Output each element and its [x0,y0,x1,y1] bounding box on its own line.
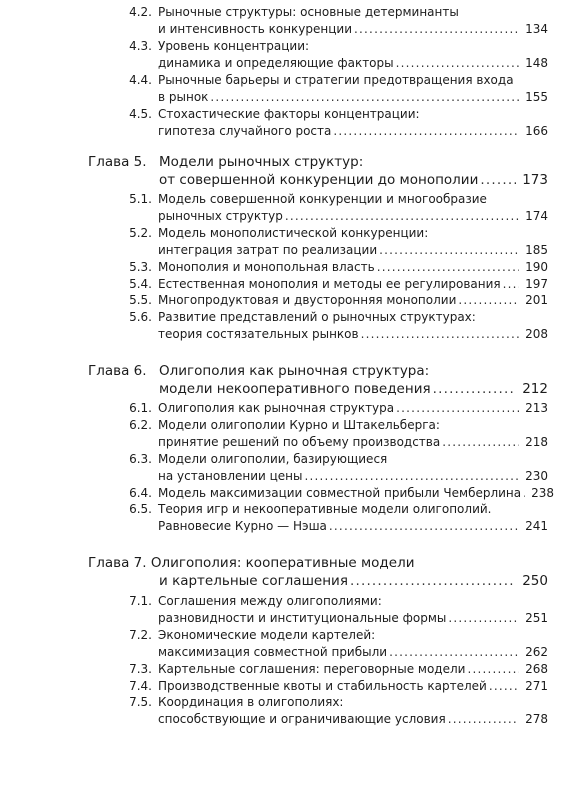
section-entry-line [158,401,548,415]
dot-leader [327,519,519,533]
chapter-entry-line [159,573,548,589]
dot-leader [465,662,519,676]
section-number: 4.5. [129,107,152,121]
section-title: Модель монополистической конкуренции: [158,226,429,240]
section-title-cont: на установлении цены [158,468,303,483]
section-entry-line [158,56,548,70]
dot-leader [394,401,519,415]
section-number: 4.3. [129,39,152,53]
section-title-cont: разновидности и институциональные формы [158,611,447,625]
section-title: Координация в олигополиях: [158,695,344,709]
chapter-entry-line [159,172,548,188]
page-number: 218 [525,434,548,449]
page-number: 230 [525,468,548,483]
page-number: 251 [525,611,548,625]
page-number: 134 [525,22,548,36]
section-title: Теория игр и некооперативные модели олигополий. [158,502,492,516]
chapter-title-cont: модели некооперативного поведения [159,381,431,397]
section-number: 5.1. [129,192,152,206]
section-number: 7.5. [129,695,152,709]
dot-leader [352,22,519,36]
section-title-line [158,310,548,324]
section-title: Экономические модели картелей: [158,628,376,642]
section-number: 7.1. [129,594,152,608]
section-entry-line [158,679,548,693]
section-entry-line [158,327,548,341]
section-title: Модели олигополии Курно и Штакельберга: [158,417,440,432]
section-title-line [158,594,548,608]
section-number: 6.4. [129,485,152,500]
section-title-line [158,695,548,709]
dot-leader [456,293,519,307]
dot-leader [394,56,519,70]
section-number: 6.3. [129,451,152,466]
section-title-line [158,5,548,19]
chapter-title-cont: и картельные соглашения [159,573,348,589]
dot-leader [487,679,519,693]
dot-leader [478,172,516,188]
page-number: 148 [525,56,548,70]
section-title: Модель совершенной конкуренции и многообразие [158,192,487,206]
section-entry-line [158,277,548,291]
page-number: 174 [525,209,548,223]
section-number: 5.4. [129,276,152,291]
section-title-cont: интеграция затрат по реализации [158,243,378,257]
section-entry-line [158,519,548,533]
section-entry-line [158,469,548,483]
section-title-cont: и интенсивность конкуренции [158,22,353,36]
section-entry-line [158,645,548,659]
section-title: Рыночные структуры: основные детерминанты [158,5,459,19]
section-title: Уровень концентрации: [158,39,310,53]
page-number: 268 [525,662,548,676]
section-number: 7.4. [129,678,152,693]
section-number: 5.3. [129,260,152,274]
page-number: 190 [525,260,548,274]
section-title-line [158,73,548,87]
section-number: 4.2. [129,5,152,19]
section-title-cont: гипотеза случайного роста [158,124,332,138]
dot-leader [387,645,519,659]
section-title-cont: динамика и определяющие факторы [158,56,394,70]
section-entry-line [158,243,548,257]
section-entry-line [158,435,548,449]
dot-leader [359,327,519,341]
page-number: 201 [525,293,548,307]
section-entry-line [158,260,548,274]
section-title: Модели олигополии, базирующиеся [158,451,388,466]
chapter-title-cont: от совершенной конкуренции до монополии [159,172,479,188]
section-title: Многопродуктовая и двусторонняя монополии [158,293,457,307]
chapter-entry-line [159,381,548,397]
dot-leader [446,611,519,625]
section-title-line [158,418,548,432]
page-number: 197 [525,276,548,291]
chapter-title-line [159,363,548,379]
page-number: 208 [525,326,548,341]
section-title: Олигополия как рыночная структура [158,401,395,415]
dot-leader [208,90,519,104]
section-title-line [158,452,548,466]
section-title-line [158,107,548,121]
page-number: 155 [525,90,548,104]
section-number: 5.5. [129,293,152,307]
dot-leader [303,469,520,483]
dot-leader [331,124,519,138]
section-number: 6.5. [129,502,152,516]
chapter-label: Глава 5. [88,154,147,170]
section-number: 6.2. [129,417,152,432]
section-title-cont: рыночных структур [158,209,283,223]
section-title-line [158,628,548,642]
section-title-cont: принятие решений по объему производства [158,434,441,449]
dot-leader [431,381,517,397]
page-number: 213 [525,401,548,415]
section-title: Картельные соглашения: переговорные модели [158,662,466,676]
section-title-line [158,192,548,206]
page-number: 185 [525,243,548,257]
dot-leader [348,573,516,589]
dot-leader [446,712,519,726]
section-entry-line [158,662,548,676]
section-entry-line [158,22,548,36]
section-title-line [158,226,548,240]
chapter-page-number: 250 [522,573,548,589]
page-number: 271 [525,678,548,693]
page-number: 166 [525,124,548,138]
section-title: Естественная монополия и методы ее регулирования [158,276,501,291]
page-number: 278 [525,712,548,726]
section-entry-line [158,90,548,104]
chapter-label: Глава 6. [88,363,147,379]
page-number: 238 [531,485,555,500]
section-title-line [158,39,548,53]
section-number: 5.2. [129,226,152,240]
section-title: Стохастические факторы концентрации: [158,107,420,121]
page-number: 241 [525,519,548,533]
chapter-title: Модели рыночных структур: [159,154,364,170]
dot-leader [440,435,519,449]
section-number: 7.2. [129,628,152,642]
section-title: Соглашения между олигополиями: [158,594,382,608]
section-title-cont: максимизация совместной прибыли [158,645,388,659]
page-number: 262 [525,645,548,659]
section-number: 5.6. [129,309,152,324]
section-title-cont: теория состязательных рынков [158,326,359,341]
dot-leader [377,243,519,257]
section-title: Производственные квоты и стабильность картелей [158,678,487,693]
section-entry-line [158,293,548,307]
dot-leader [375,260,519,274]
chapter-title-line [159,154,548,170]
section-title-cont: в рынок [158,90,209,104]
chapter-heading: Глава 7. Олигополия: кооперативные модели [88,555,415,571]
section-number: 6.1. [129,401,152,415]
section-title: Рыночные барьеры и стратегии предотвращения входа [158,73,514,87]
section-number: 7.3. [129,662,152,676]
chapter-page-number: 212 [522,381,548,397]
section-entry-line [158,124,548,138]
chapter-title: Олигополия как рыночная структура: [159,363,430,379]
dot-leader [501,277,519,291]
section-entry-line [158,611,548,625]
section-title: Модель максимизации совместной прибыли Чемберлина [158,485,522,500]
section-title-cont: Равновесие Курно — Нэша [158,519,327,533]
section-title-line [158,502,548,516]
section-entry-line [158,209,548,223]
section-entry-line [158,712,548,726]
section-title: Развитие представлений о рыночных структурах: [158,309,476,324]
chapter-page-number: 173 [522,172,548,188]
section-title: Монополия и монопольная власть [158,260,375,274]
section-title-cont: способствующие и ограничивающие условия [158,712,446,726]
section-entry-line [158,485,555,500]
dot-leader [283,209,519,223]
section-number: 4.4. [129,73,152,87]
